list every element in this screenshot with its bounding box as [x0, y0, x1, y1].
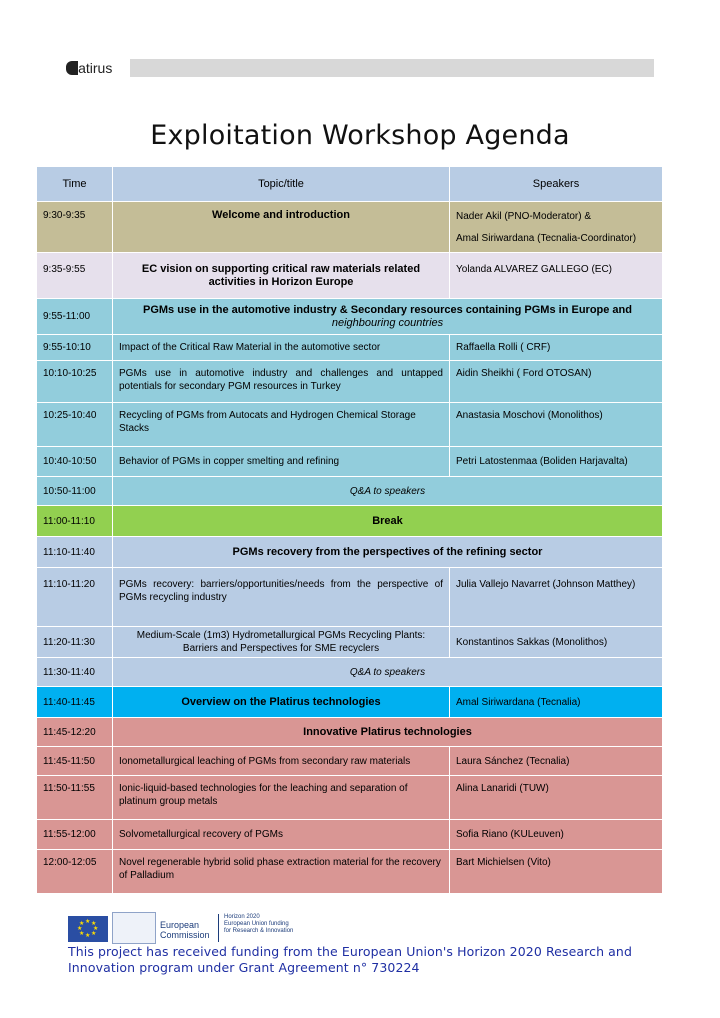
european-commission-emblem-icon — [112, 912, 156, 944]
row-time: 12:00-12:05 — [37, 850, 113, 894]
row-speakers: Petri Latostenmaa (Boliden Harjavalta) — [450, 447, 663, 477]
row-topic: Ionic-liquid-based technologies for the leaching and separation of platinum group metals — [113, 776, 450, 820]
row-topic: Impact of the Critical Raw Material in the automotive sector — [113, 335, 450, 361]
table-row — [37, 447, 663, 477]
row-topic: Ionometallurgical leaching of PGMs from secondary raw materials — [113, 747, 450, 776]
table-row — [37, 776, 663, 820]
speaker-line: Amal Siriwardana (Tecnalia-Coordinator) — [456, 232, 637, 244]
row-speakers: Anastasia Moschovi (Monolithos) — [450, 403, 663, 447]
row-topic: Overview on the Platirus technologies — [113, 687, 450, 718]
row-time: 11:40-11:45 — [37, 687, 113, 718]
logo-text: latirus — [75, 60, 113, 76]
page-title: Exploitation Workshop Agenda — [150, 120, 570, 151]
table-row — [37, 299, 663, 335]
ec-line: European — [160, 920, 200, 930]
row-topic: Q&A to speakers — [113, 658, 663, 687]
row-speakers: Laura Sánchez (Tecnalia) — [450, 747, 663, 776]
column-header-time: Time — [37, 167, 113, 202]
row-topic: Novel regenerable hybrid solid phase extraction material for the recovery of Palladium — [113, 850, 450, 894]
row-time: 9:55-11:00 — [37, 299, 113, 335]
european-commission-label — [160, 920, 210, 940]
row-time: 11:45-12:20 — [37, 718, 113, 747]
eu-flag-icon: ★ ★ ★ ★ ★ ★ ★ ★ — [68, 916, 108, 942]
row-time: 10:25-10:40 — [37, 403, 113, 447]
horizon-2020-label — [224, 914, 293, 935]
row-time: 11:00-11:10 — [37, 506, 113, 537]
table-row — [37, 658, 663, 687]
row-time: 11:50-11:55 — [37, 776, 113, 820]
table-row — [37, 335, 663, 361]
row-time: 11:10-11:40 — [37, 537, 113, 568]
row-topic: Medium-Scale (1m3) Hydrometallurgical PGMs Recycling Plants: Barriers and Perspectives for SME recyclers — [113, 627, 450, 658]
table-row — [37, 850, 663, 894]
row-speakers: Bart Michielsen (Vito) — [450, 850, 663, 894]
section-title: PGMs use in the automotive industry & Secondary resources containing PGMs in Europe and — [143, 303, 632, 316]
row-topic: PGMs recovery from the perspectives of the refining sector — [113, 537, 663, 568]
row-speakers: Raffaella Rolli ( CRF) — [450, 335, 663, 361]
row-topic: PGMs recovery: barriers/opportunities/needs from the perspective of PGMs recycling industry — [113, 568, 450, 627]
row-time: 9:35-9:55 — [37, 253, 113, 299]
h2020-line: for Research & Innovation — [224, 928, 294, 934]
h2020-line: Horizon 2020 — [224, 914, 260, 920]
row-topic: Behavior of PGMs in copper smelting and refining — [113, 447, 450, 477]
section-subtitle: neighbouring countries — [331, 316, 444, 329]
table-row — [37, 687, 663, 718]
row-topic: Recycling of PGMs from Autocats and Hydrogen Chemical Storage Stacks — [113, 403, 450, 447]
page-header — [66, 58, 654, 78]
row-time: 11:55-12:00 — [37, 820, 113, 850]
row-time: 11:10-11:20 — [37, 568, 113, 627]
funding-logos — [68, 908, 308, 944]
column-header-topic: Topic/title — [113, 167, 450, 202]
row-time: 10:50-11:00 — [37, 477, 113, 506]
logo-divider — [218, 914, 219, 942]
row-time: 10:10-10:25 — [37, 361, 113, 403]
speaker-line: Nader Akil (PNO-Moderator) & — [456, 210, 592, 222]
row-time: 10:40-10:50 — [37, 447, 113, 477]
table-row — [37, 820, 663, 850]
column-header-speakers: Speakers — [450, 167, 663, 202]
agenda-table — [36, 166, 663, 894]
table-row — [37, 403, 663, 447]
table-row — [37, 202, 663, 253]
row-speakers: Yolanda ALVAREZ GALLEGO (EC) — [450, 253, 663, 299]
table-row — [37, 627, 663, 658]
row-topic: Break — [113, 506, 663, 537]
header-bar — [130, 59, 654, 77]
row-topic: Welcome and introduction — [113, 202, 450, 253]
row-topic: EC vision on supporting critical raw materials related activities in Horizon Europe — [113, 253, 450, 299]
row-time: 11:45-11:50 — [37, 747, 113, 776]
row-topic: Innovative Platirus technologies — [113, 718, 663, 747]
row-time: 11:20-11:30 — [37, 627, 113, 658]
row-time: 9:30-9:35 — [37, 202, 113, 253]
table-row — [37, 747, 663, 776]
table-header-row — [37, 167, 663, 202]
row-speakers: Aidin Sheikhi ( Ford OTOSAN) — [450, 361, 663, 403]
table-row — [37, 537, 663, 568]
table-row — [37, 506, 663, 537]
row-speakers: Konstantinos Sakkas (Monolithos) — [450, 627, 663, 658]
row-topic: Solvometallurgical recovery of PGMs — [113, 820, 450, 850]
table-row — [37, 253, 663, 299]
row-time: 11:30-11:40 — [37, 658, 113, 687]
h2020-line: European Union funding — [224, 921, 289, 927]
row-topic: Q&A to speakers — [113, 477, 663, 506]
row-speakers: Alina Lanaridi (TUW) — [450, 776, 663, 820]
table-row — [37, 568, 663, 627]
row-topic: PGMs use in automotive industry and challenges and untapped potentials for secondary PGM resources in Turkey — [113, 361, 450, 403]
table-row — [37, 718, 663, 747]
row-speakers: Julia Vallejo Navarret (Johnson Matthey) — [450, 568, 663, 627]
row-topic — [113, 299, 663, 335]
table-row — [37, 361, 663, 403]
row-speakers: Amal Siriwardana (Tecnalia) — [450, 687, 663, 718]
platirus-logo — [66, 58, 112, 78]
funding-statement: This project has received funding from the European Union's Horizon 2020 Research and Innovation program under Grant Agreement n° 730224 — [68, 944, 632, 975]
row-speakers — [450, 202, 663, 253]
table-row — [37, 477, 663, 506]
row-speakers: Sofia Riano (KULeuven) — [450, 820, 663, 850]
row-time: 9:55-10:10 — [37, 335, 113, 361]
ec-line: Commission — [160, 930, 210, 940]
